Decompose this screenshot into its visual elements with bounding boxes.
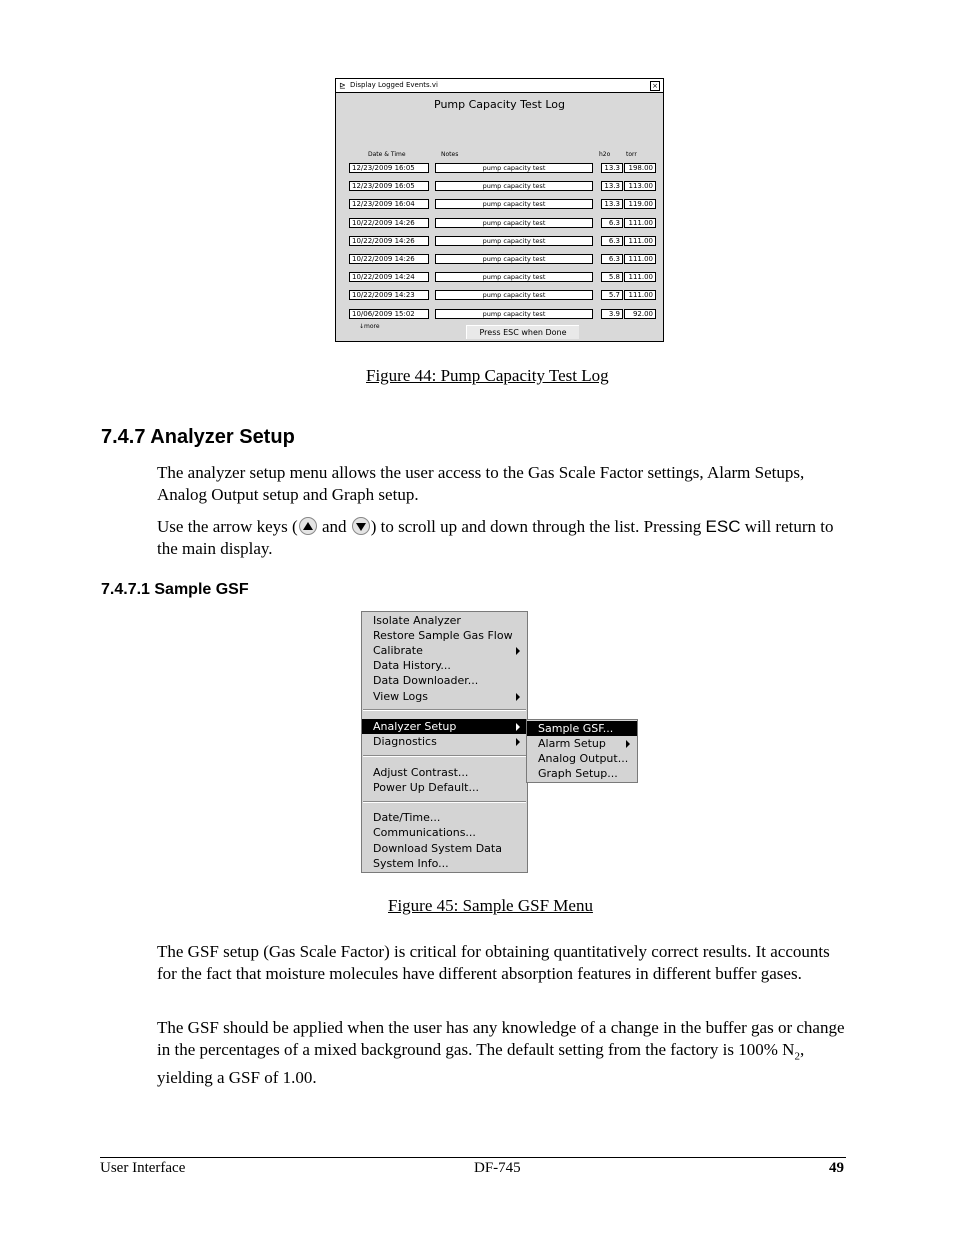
vi-app-icon: ⊵: [339, 81, 346, 90]
menu-item-diagnostics[interactable]: [362, 734, 527, 749]
gsf-para-2-b: , yielding a GSF of 1.00.: [157, 1040, 805, 1088]
analyzer-setup-submenu: [526, 719, 638, 783]
menu-item-analyzer-setup[interactable]: [362, 719, 527, 734]
submenu-arrow-icon: [626, 740, 630, 748]
menu-item-calibrate[interactable]: [362, 643, 527, 658]
log-date-field: 10/22/2009 14:26: [349, 218, 429, 228]
submenu-item-label: Sample GSF...: [538, 722, 614, 735]
main-menu: [361, 611, 528, 873]
log-torr-field: 111.00: [624, 236, 656, 246]
submenu-item-label: Analog Output...: [538, 752, 629, 765]
log-torr-field: 111.00: [624, 218, 656, 228]
log-note-field: pump capacity test: [435, 218, 593, 228]
log-note-field: pump capacity test: [435, 254, 593, 264]
log-h2o-field: 6.3: [601, 236, 623, 246]
menu-item-label: Analyzer Setup: [373, 720, 457, 733]
footer-center: DF-745: [474, 1160, 521, 1176]
subsection-heading: 7.4.7.1 Sample GSF: [101, 581, 249, 598]
menu-item-data-downloader[interactable]: [362, 673, 527, 688]
log-torr-field: 111.00: [624, 272, 656, 282]
log-h2o-field: 6.3: [601, 254, 623, 264]
log-torr-field: 198.00: [624, 163, 656, 173]
menu-item-view-logs[interactable]: [362, 689, 527, 704]
log-torr-field: 92.00: [624, 309, 656, 319]
log-date-field: 10/06/2009 15:02: [349, 309, 429, 319]
submenu-arrow-icon: [516, 647, 520, 655]
log-date-field: 12/23/2009 16:05: [349, 181, 429, 191]
menu-item-label: Restore Sample Gas Flow: [373, 629, 513, 642]
submenu-arrow-icon: [516, 723, 520, 731]
n2-subscript: 2: [794, 1050, 800, 1063]
log-h2o-field: 13.3: [601, 181, 623, 191]
section-para-1: [157, 462, 847, 506]
menu-item-isolate-analyzer[interactable]: [362, 613, 527, 628]
logged-events-window: [335, 78, 664, 342]
menu-item-label: Diagnostics: [373, 735, 437, 748]
col-header-h2o: h2o: [599, 151, 611, 158]
submenu-item-analog-output[interactable]: [527, 751, 637, 766]
section-heading: 7.4.7 Analyzer Setup: [101, 426, 295, 448]
log-note-field: pump capacity test: [435, 181, 593, 191]
log-torr-field: 119.00: [624, 199, 656, 209]
log-date-field: 10/22/2009 14:26: [349, 254, 429, 264]
down-arrow-key-icon: [352, 517, 370, 535]
menu-item-label: Download System Data: [373, 842, 502, 855]
footer-left: User Interface: [100, 1160, 186, 1176]
gsf-para-2: [157, 1017, 847, 1089]
footer-page-number: 49: [829, 1160, 844, 1176]
col-header-notes: Notes: [441, 151, 459, 158]
log-note-field: pump capacity test: [435, 199, 593, 209]
menu-item-label: System Info...: [373, 857, 449, 870]
submenu-item-sample-gsf[interactable]: [527, 721, 637, 736]
menu-item-label: Adjust Contrast...: [373, 766, 469, 779]
section-para-2: [157, 516, 847, 560]
figure45-caption: Figure 45: Sample GSF Menu: [388, 896, 593, 915]
menu-item-download-system-data[interactable]: [362, 841, 527, 856]
up-arrow-key-icon: [299, 517, 317, 535]
press-esc-button[interactable]: Press ESC when Done: [466, 325, 579, 339]
gsf-para-1-text: The GSF setup (Gas Scale Factor) is critical for obtaining quantitatively correct results. It accounts for the fact that moisture molecules have different absorption features in different buffer gases.: [157, 942, 830, 983]
menu-item-data-history[interactable]: [362, 658, 527, 673]
menu-item-date-time[interactable]: [362, 810, 527, 825]
log-torr-field: 111.00: [624, 290, 656, 300]
log-h2o-field: 5.8: [601, 272, 623, 282]
menu-item-power-up-default[interactable]: [362, 780, 527, 795]
menu-item-label: Data History...: [373, 659, 451, 672]
col-header-torr: torr: [626, 151, 637, 158]
close-icon[interactable]: ×: [650, 81, 660, 91]
window-title: Display Logged Events.vi: [350, 81, 438, 89]
figure44-caption: Figure 44: Pump Capacity Test Log: [366, 366, 609, 385]
submenu-arrow-icon: [516, 693, 520, 701]
log-date-field: 10/22/2009 14:23: [349, 290, 429, 300]
footer-rule: [100, 1157, 846, 1158]
para-2-and: and: [317, 517, 351, 536]
log-h2o-field: 13.3: [601, 199, 623, 209]
log-date-field: 10/22/2009 14:26: [349, 236, 429, 246]
para-1-text: The analyzer setup menu allows the user access to the Gas Scale Factor settings, Alarm Setups, Analog Output setup and Graph setup.: [157, 463, 805, 504]
submenu-item-alarm-setup[interactable]: [527, 736, 637, 751]
para-2-c: will return to the main display.: [157, 517, 834, 558]
submenu-item-graph-setup[interactable]: [527, 766, 637, 781]
menu-item-label: Calibrate: [373, 644, 423, 657]
log-note-field: pump capacity test: [435, 236, 593, 246]
log-torr-field: 111.00: [624, 254, 656, 264]
down-arrow-icon: ↓: [359, 323, 365, 330]
menu-item-adjust-contrast[interactable]: [362, 765, 527, 780]
log-date-field: 10/22/2009 14:24: [349, 272, 429, 282]
log-note-field: pump capacity test: [435, 163, 593, 173]
log-note-field: pump capacity test: [435, 272, 593, 282]
submenu-arrow-icon: [516, 738, 520, 746]
log-note-field: pump capacity test: [435, 309, 593, 319]
gsf-para-1: [157, 941, 847, 985]
window-titlebar: [336, 79, 663, 93]
log-h2o-field: 5.7: [601, 290, 623, 300]
para-2-b: ) to scroll up and down through the list. Pressing: [370, 517, 706, 536]
esc-key-label: ESC: [705, 517, 741, 536]
submenu-item-label: Graph Setup...: [538, 767, 618, 780]
menu-item-label: Date/Time...: [373, 811, 441, 824]
menu-item-label: Isolate Analyzer: [373, 614, 461, 627]
more-label: more: [364, 323, 380, 330]
menu-item-label: Power Up Default...: [373, 781, 479, 794]
more-indicator[interactable]: [359, 323, 380, 330]
log-note-field: pump capacity test: [435, 290, 593, 300]
menu-item-label: Communications...: [373, 826, 476, 839]
log-h2o-field: 3.9: [601, 309, 623, 319]
gsf-para-2-a: The GSF should be applied when the user has any knowledge of a change in the buffer gas or change in the percentages of a mixed background gas. The default setting from the factory is 100% N: [157, 1018, 845, 1059]
col-header-date: Date & Time: [368, 151, 406, 158]
menu-item-system-info[interactable]: [362, 856, 527, 871]
menu-separator: [363, 755, 526, 757]
menu-item-label: View Logs: [373, 690, 428, 703]
log-torr-field: 113.00: [624, 181, 656, 191]
menu-item-label: Data Downloader...: [373, 674, 479, 687]
menu-item-communications[interactable]: [362, 825, 527, 840]
menu-separator: [363, 709, 526, 711]
submenu-item-label: Alarm Setup: [538, 737, 606, 750]
menu-item-restore-sample-gas-flow[interactable]: [362, 628, 527, 643]
log-heading: Pump Capacity Test Log: [434, 98, 565, 111]
log-date-field: 12/23/2009 16:05: [349, 163, 429, 173]
log-h2o-field: 13.3: [601, 163, 623, 173]
menu-separator: [363, 801, 526, 803]
log-date-field: 12/23/2009 16:04: [349, 199, 429, 209]
para-2-a: Use the arrow keys (: [157, 517, 298, 536]
log-h2o-field: 6.3: [601, 218, 623, 228]
